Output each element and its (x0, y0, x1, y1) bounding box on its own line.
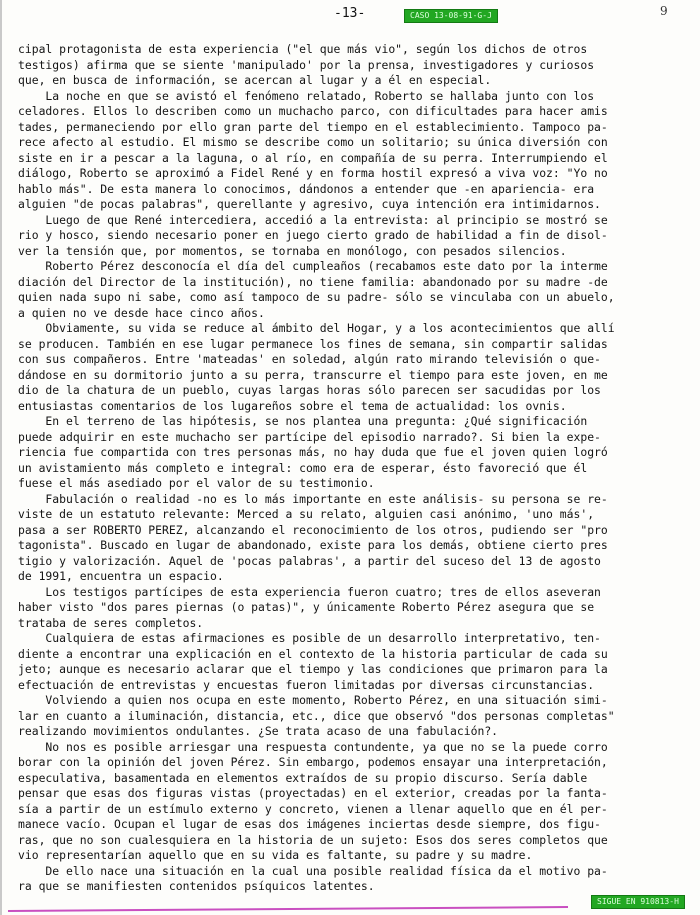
text-line: quien nada supo ni sabe, como así tampoco de su padre- sólo se vinculaba con un abuelo, (18, 290, 615, 304)
continuation-stamp: SIGUE EN 910813-H (591, 895, 685, 909)
text-line: cipal protagonista de esta experiencia ("el que más vio", según los dichos de otros (18, 42, 588, 56)
text-line: Volviendo a quien nos ocupa en este momento, Roberto Pérez, en una situación simi- (18, 693, 608, 707)
text-line: celadores. Ellos lo describen como un muchacho parco, con dificultades para hacer amis (18, 104, 608, 118)
text-line: a quien no ve desde hace cinco años. (18, 305, 265, 320)
text-line: jeto; aunque es necesario aclarar que el tiempo y las condiciones que primaron para la (18, 662, 608, 676)
text-line: ra que se manifiesten contenidos psíquicos latentes. (18, 879, 375, 893)
case-stamp: CASO 13-08-91-G-J (404, 9, 498, 23)
corner-mark: 9 (660, 4, 668, 18)
text-line: tigio y valorización. Aquel de 'pocas palabras', a partir del suceso del 13 de agosto (18, 553, 601, 568)
text-line: entusiastas comentarios de los lugareños sobre el tema de actualidad: los ovnis. (18, 398, 567, 413)
text-line: pasa a ser ROBERTO PEREZ, alcanzando el reconocimiento de los otros, pudiendo ser "pro (18, 522, 608, 537)
text-line: tades, permaneciendo por ello gran parte del tiempo en el establecimiento. Tampoco pa- (18, 119, 608, 134)
page-edge (0, 0, 2, 915)
text-line: manece vacío. Ocupan el lugar de esas dos imágenes inciertas desde siempre, dos figu- (18, 817, 601, 831)
text-line: ras, que no son cualesquiera en la historia de un sujeto: Esos dos seres completos que (18, 832, 608, 847)
text-line: haber visto "dos pares piernas (o patas)", y únicamente Roberto Pérez asegura que se (18, 600, 595, 614)
text-line: de 1991, encuentra un espacio. (18, 569, 224, 583)
text-line: En el terreno de las hipótesis, se nos plantea una pregunta: ¿Qué significación (18, 414, 588, 428)
text-line: especulativa, basamentada en elementos extraídos de su propio discurso. Sería dable (18, 770, 588, 785)
text-line: efectuación de entrevistas y encuestas fueron limitadas por diversas circunstancias. (18, 677, 595, 692)
text-line: borar con la opinión del joven Pérez. Sin embargo, podemos ensayar una interpretación, (18, 755, 608, 769)
text-line: rece afecto al estudio. El mismo se describe como un solitario; su única diversión con (18, 135, 608, 149)
text-line: diente a encontrar una explicación en el contexto de la historia particular de cada su (18, 646, 608, 661)
text-line: testigos) afirma que se siente 'manipulado' por la prensa, investigadores y curiosos (18, 57, 595, 72)
text-line: Cualquiera de estas afirmaciones es posible de un desarrollo interpretativo, ten- (18, 631, 601, 645)
text-line: Los testigos partícipes de esta experiencia fueron cuatro; tres de ellos aseveran (18, 584, 601, 599)
text-line: que, en busca de información, se acercan al lugar y a él en especial. (18, 73, 492, 87)
text-line: Fabulación o realidad -no es lo más importante en este análisis- su persona se re- (18, 491, 608, 506)
text-line: hablo más". De esta manera lo conocimos, dándonos a entender que -en apariencia- era (18, 181, 595, 196)
text-line: con sus compañeros. Entre 'mateadas' en soledad, algún rato mirando televisión o que- (18, 352, 601, 366)
text-line: dándose en su dormitorio junto a su perra, transcurre el tiempo para este joven, en me (18, 367, 608, 382)
text-line: diálogo, Roberto se aproximó a Fidel René y en forma hostil expresó a viva voz: "Yo no (18, 166, 608, 180)
text-line: Roberto Pérez desconocía el día del cumpleaños (recabamos este dato por la interme (18, 259, 608, 273)
text-line: viste de un estatuto relevante: Merced a su relato, alguien casi anónimo, 'uno más', (18, 507, 595, 521)
text-line: De ello nace una situación en la cual una posible realidad física da el motivo pa- (18, 863, 608, 878)
text-line: dio de la chatura de un pueblo, cuyas largas horas sólo parecen ser sacudidas por los (18, 383, 601, 397)
text-line: fuese el más asediado por el valor de su testimonio. (18, 476, 375, 490)
text-line: alguien "de pocas palabras", querellante y agresivo, cuya intención era intimidarnos. (18, 197, 601, 211)
typewritten-body (18, 42, 683, 895)
text-line: sía a partir de un estímulo externo y concreto, vienen a llenar aquello que en él per- (18, 801, 608, 816)
text-line: lar en cuanto a iluminación, distancia, etc., dice que observó "dos personas completas" (18, 708, 615, 723)
text-line: pensar que esas dos figuras vistas (proyectadas) en el exterior, creadas por la fanta- (18, 786, 608, 800)
text-line: realizando movimientos ondulantes. ¿Se trata acaso de una fabulación?. (18, 724, 499, 738)
text-line: Obviamente, su vida se reduce al ámbito del Hogar, y a los acontecimientos que allí (18, 321, 615, 335)
text-line: ver la tensión que, por momentos, se tornaba en monólogo, con pesados silencios. (18, 243, 567, 258)
text-line: No nos es posible arriesgar una respuesta contundente, ya que no se la puede corro (18, 739, 608, 754)
text-line: tagonista". Buscado en lugar de abandonado, existe para los demás, obtiene cierto pres (18, 538, 608, 552)
text-line: puede adquirir en este muchacho ser partícipe del episodio narrado?. Si bien la expe- (18, 429, 601, 444)
text-line: Luego de que René intercediera, accedió a la entrevista: al principio se mostró se (18, 212, 608, 227)
text-line: siste en ir a pescar a la laguna, o al río, en compañía de su perra. Interrumpiendo el (18, 150, 608, 165)
page-number: -13- (334, 6, 366, 21)
text-line: rio y hosco, siendo necesario poner en juego cierto grado de habilidad a fin de disol- (18, 228, 608, 242)
text-line: riencia fue compartida con tres personas más, no hay duda que fue el joven quien logró (18, 445, 608, 459)
text-line: un avistamiento más completo e integral: como era de esperar, ésto favoreció que él (18, 460, 588, 475)
text-line: La noche en que se avistó el fenómeno relatado, Roberto se hallaba junto con los (18, 88, 595, 103)
text-line: trataba de seres completos. (18, 615, 204, 630)
text-line: se producen. También en ese lugar permanece los fines de semana, sin compartir salidas (18, 336, 608, 351)
magenta-rule (8, 906, 568, 912)
text-line: vio representarían aquello que en su vida es faltante, su padre y su madre. (18, 848, 533, 862)
text-line: diación del Director de la institución), no tiene familia: abandonado por su madre -de (18, 274, 608, 289)
